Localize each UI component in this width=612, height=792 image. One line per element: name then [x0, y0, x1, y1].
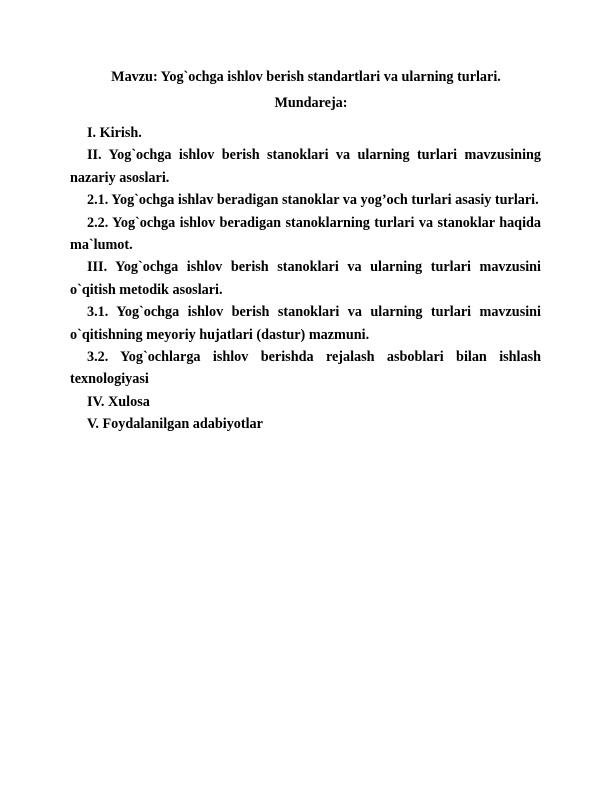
- toc-item-section-2: II. Yog`ochga ishlov berish stanoklari va ularning turlari mavzusining nazariy asoslari.: [70, 147, 541, 186]
- toc-item-section-3-1: 3.1. Yog`ochga ishlov berish stanoklari va ularning turlari mavzusini o`qitishning meyoriy hujatlari (dastur) mazmuni.: [70, 304, 541, 343]
- toc-item-section-2-1: 2.1. Yog`ochga ishlav beradigan stanoklar va yog’och turlari asasiy turlari.: [87, 192, 539, 209]
- toc-item-section-3-2: 3.2. Yog`ochlarga ishlov berishda rejalash asboblari bilan ishlash texnologiyasi: [70, 349, 541, 388]
- document-title: Mavzu: Yog`ochga ishlov berish standartlari va ularning turlari.: [111, 69, 501, 85]
- toc-item-section-2-2: 2.2. Yog`ochga ishlov beradigan stanoklarning turlari va stanoklar haqida ma`lumot.: [70, 214, 541, 254]
- contents-heading: Mundareja:: [274, 95, 348, 111]
- toc-item-conclusion: IV. Xulosa: [87, 393, 150, 410]
- toc-item-section-3: III. Yog`ochga ishlov berish stanoklari va ularning turlari mavzusini o`qitish metodik asoslari.: [70, 259, 541, 298]
- table-of-contents: [70, 122, 541, 436]
- toc-item-intro: I. Kirish.: [87, 125, 142, 141]
- toc-item-references: V. Foydalanilgan adabiyotlar: [87, 416, 263, 433]
